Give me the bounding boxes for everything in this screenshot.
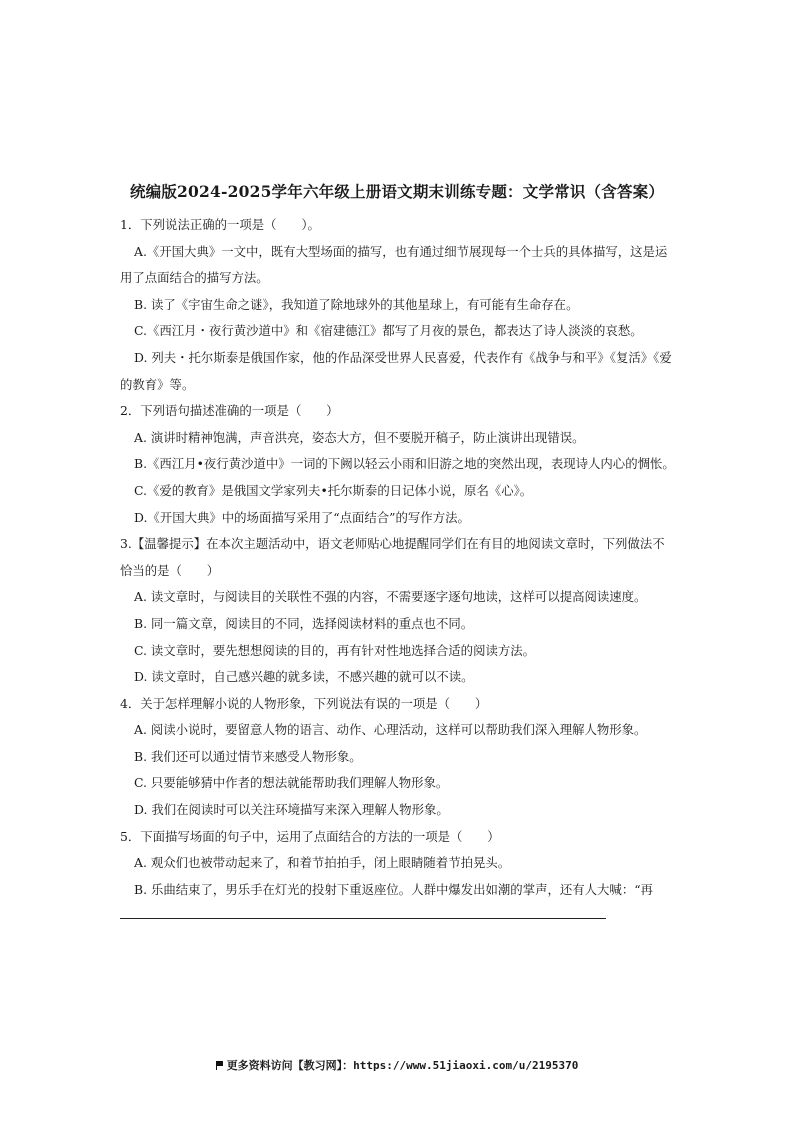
option-a — [120, 239, 676, 292]
option-line: C.《西江月・夜行黄沙道中》和《宿建德江》都写了月夜的景色，都表达了诗人淡淡的哀愁。 — [134, 323, 643, 339]
option-c — [120, 318, 676, 345]
option-d — [120, 664, 676, 691]
option-line: A. 演讲时精神饱满，声音洪亮，姿态大方，但不要脱开稿子，防止演讲出现错误。 — [134, 429, 585, 445]
flag-icon — [216, 1061, 224, 1070]
option-a — [120, 425, 676, 452]
question-stem — [120, 531, 676, 584]
option-line: B. 同一篇文章，阅读目的不同，选择阅读材料的重点也不同。 — [134, 615, 474, 631]
option-line: D. 读文章时，自己感兴趣的就多读，不感兴趣的就可以不读。 — [134, 669, 474, 685]
option-c — [120, 770, 676, 797]
question-stem-line: 3.【温馨提示】在本次主题活动中，语文老师贴心地提醒同学们在有目的地阅读文章时，下列做法不 — [120, 536, 665, 552]
option-d — [120, 345, 676, 398]
option-c — [120, 478, 676, 505]
question-stem — [120, 212, 676, 239]
question-4 — [120, 691, 676, 824]
question-1 — [120, 212, 676, 398]
option-a — [120, 717, 676, 744]
option-line: D. 列夫・托尔斯泰是俄国作家，他的作品深受世界人民喜爱，代表作有《战争与和平》《复活》《爱 — [134, 349, 672, 365]
option-b — [120, 451, 676, 478]
option-d — [120, 797, 676, 824]
option-b — [120, 744, 676, 771]
option-line: C. 只要能够猜中作者的想法就能帮助我们理解人物形象。 — [134, 775, 449, 791]
option-line: 用了点面结合的描写方法。 — [120, 270, 269, 286]
question-stem-line: 4．关于怎样理解小说的人物形象，下列说法有误的一项是（ ） — [120, 695, 488, 711]
option-line: C. 读文章时，要先想想阅读的目的，再有针对性地选择合适的阅读方法。 — [134, 642, 536, 658]
option-line: B. 读了《宇宙生命之谜》，我知道了除地球外的其他星球上，有可能有生命存在。 — [134, 296, 579, 312]
option-b — [120, 877, 676, 904]
question-stem — [120, 824, 676, 851]
option-line: A. 观众们也被带动起来了，和着节拍拍手，闭上眼睛随着节拍晃头。 — [134, 855, 511, 871]
option-b — [120, 611, 676, 638]
question-5 — [120, 824, 676, 904]
footer-text[interactable]: 更多资料访问【教习网】：https://www.51jiaoxi.com/u/2195370 — [226, 1059, 579, 1072]
question-stem-line: 恰当的是（ ） — [120, 562, 220, 578]
option-a — [120, 584, 676, 611]
option-c — [120, 638, 676, 665]
question-stem-line: 1．下列说法正确的一项是（ ）。 — [120, 217, 320, 232]
option-line: C.《爱的教育》是俄国文学家列夫•托尔斯泰的日记体小说，原名《心》。 — [134, 482, 533, 498]
page-divider — [120, 918, 606, 919]
question-list — [120, 212, 676, 903]
option-line: B.《西江月•夜行黄沙道中》一词的下阙以轻云小雨和旧游之地的突然出现，表现诗人内心的惆怅。 — [134, 456, 675, 472]
option-line: 的教育》等。 — [120, 376, 195, 392]
option-b — [120, 292, 676, 319]
option-line: D. 我们在阅读时可以关注环境描写来深入理解人物形象。 — [134, 802, 449, 818]
question-2 — [120, 398, 676, 531]
option-line: A. 阅读小说时，要留意人物的语言、动作、心理活动，这样可以帮助我们深入理解人物形象。 — [134, 722, 647, 738]
option-line: B. 我们还可以通过情节来感受人物形象。 — [134, 748, 362, 764]
option-line: A. 读文章时，与阅读目的关联性不强的内容，不需要逐字逐句地读，这样可以提高阅读速度。 — [134, 589, 647, 605]
option-line: A.《开国大典》一文中，既有大型场面的描写，也有通过细节展现每一个士兵的具体描写，这是运 — [134, 243, 668, 259]
question-stem — [120, 691, 676, 718]
option-line: B. 乐曲结束了，男乐手在灯光的投射下重返座位。人群中爆发出如潮的掌声，还有人大喊：“再 — [134, 881, 653, 897]
option-d — [120, 505, 676, 532]
footer — [0, 1057, 794, 1073]
document-title: 统编版2024-2025学年六年级上册语文期末训练专题：文学常识（含答案） — [129, 182, 665, 201]
question-3 — [120, 531, 676, 691]
option-a — [120, 850, 676, 877]
question-stem-line: 5．下面描写场面的句子中，运用了点面结合的方法的一项是（ ） — [120, 828, 500, 844]
question-stem-line: 2．下列语句描述准确的一项是（ ） — [120, 403, 339, 419]
option-line: D.《开国大典》中的场面描写采用了“点面结合”的写作方法。 — [134, 509, 470, 525]
question-stem — [120, 398, 676, 425]
